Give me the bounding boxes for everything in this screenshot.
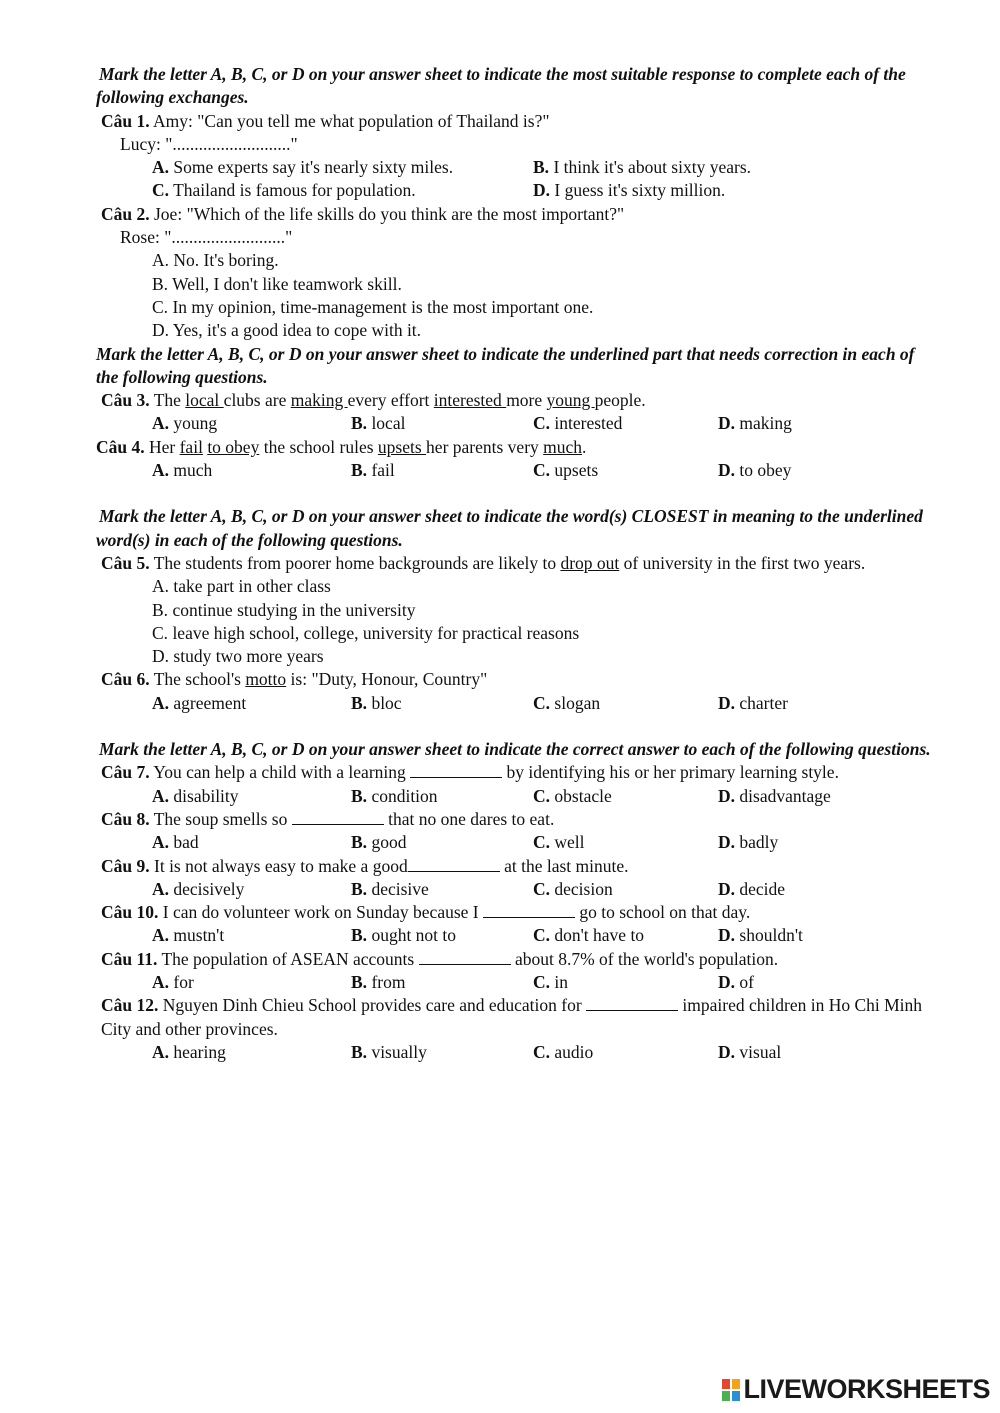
option-b[interactable]: B. good [351, 832, 407, 853]
underlined-part: fail [179, 436, 203, 457]
question-7-options [152, 785, 936, 808]
option-b[interactable]: B. decisive [351, 878, 429, 899]
option-a[interactable]: A. bad [152, 832, 199, 853]
option-c[interactable]: C. upsets [533, 460, 599, 481]
option-c[interactable]: C. well [533, 832, 585, 853]
question-12-options [152, 1041, 936, 1064]
question-8-options [152, 831, 936, 854]
option-d[interactable]: D. shouldn't [718, 925, 803, 946]
question-4: Câu 4. Her fail to obey the school rules upsets her parents very much. [96, 436, 587, 457]
option-d[interactable]: D. Yes, it's a good idea to cope with it. [152, 320, 422, 341]
option-b[interactable]: B. ought not to [351, 925, 457, 946]
option-d[interactable]: D. charter [718, 692, 788, 713]
question-number: Câu 3. [101, 390, 150, 411]
option-c[interactable]: C. Thailand is famous for population. [152, 180, 416, 201]
question-number: Câu 2. [101, 203, 150, 224]
option-a[interactable]: A. agreement [152, 692, 247, 713]
underlined-part: to obey [207, 436, 260, 457]
option-a[interactable]: A. decisively [152, 878, 245, 899]
option-a[interactable]: A. take part in other class [152, 576, 331, 597]
question-1 [96, 110, 936, 133]
section-instruction-2: Mark the letter A, B, C, or D on your answer sheet to indicate the underlined part that needs correction in each of the following questions. [96, 343, 915, 387]
question-stem: Amy: "Can you tell me what population of Thailand is?" [153, 110, 550, 131]
liveworksheets-logo-text: LIVEWORKSHEETS [743, 1374, 990, 1405]
question-8: Câu 8. The soup smells so that no one dares to eat. [101, 808, 555, 829]
option-d[interactable]: D. decide [718, 878, 786, 899]
option-d[interactable]: D. study two more years [152, 646, 324, 667]
option-d[interactable]: D. to obey [718, 460, 792, 481]
underlined-part: young [546, 390, 595, 411]
option-d[interactable]: D. visual [718, 1041, 782, 1062]
option-d[interactable]: D. disadvantage [718, 785, 831, 806]
option-c[interactable]: C. don't have to [533, 925, 645, 946]
question-number: Câu 8. [101, 808, 150, 829]
option-c[interactable]: C. leave high school, college, university for practical reasons [152, 622, 580, 643]
option-d[interactable]: D. making [718, 413, 792, 434]
question-7: Câu 7. You can help a child with a learning by identifying his or her primary learning style. [101, 762, 839, 783]
option-b[interactable]: B. local [351, 413, 406, 434]
question-11: Câu 11. The population of ASEAN accounts about 8.7% of the world's population. [101, 948, 779, 969]
option-a[interactable]: A. for [152, 971, 194, 992]
option-c[interactable]: C. in [533, 971, 569, 992]
option-c[interactable]: C. interested [533, 413, 623, 434]
option-d[interactable]: D. of [718, 971, 754, 992]
option-a[interactable]: A. much [152, 460, 213, 481]
question-number: Câu 6. [101, 669, 150, 690]
underlined-part: upsets [377, 436, 427, 457]
option-c[interactable]: C. In my opinion, time-management is the most important one. [152, 296, 594, 317]
answer-blank[interactable] [419, 950, 511, 965]
section-instruction-3: Mark the letter A, B, C, or D on your answer sheet to indicate the word(s) CLOSEST in meaning to the underlined word(s) in each of the following questions. [96, 506, 923, 550]
question-2 [96, 203, 936, 226]
liveworksheets-logo-icon [722, 1379, 740, 1401]
section-instruction-4: Mark the letter A, B, C, or D on your answer sheet to indicate the correct answer to each of the following questions. [99, 739, 931, 760]
underlined-part: motto [245, 669, 287, 690]
underlined-part: drop out [560, 552, 620, 573]
answer-blank[interactable] [586, 996, 678, 1011]
option-c[interactable]: C. decision [533, 878, 613, 899]
question-6-options [152, 692, 936, 715]
worksheet [96, 63, 936, 1064]
option-a[interactable]: A. No. It's boring. [152, 250, 279, 271]
underlined-part: making [290, 390, 348, 411]
option-b[interactable]: B. from [351, 971, 406, 992]
answer-blank[interactable] [410, 763, 502, 778]
underlined-part: much [543, 436, 583, 457]
answer-blank[interactable] [408, 857, 500, 872]
option-b[interactable]: B. condition [351, 785, 438, 806]
question-number: Câu 12. [101, 995, 159, 1016]
question-number: Câu 1. [101, 110, 150, 131]
question-9-options [152, 878, 936, 901]
option-b[interactable]: B. visually [351, 1041, 427, 1062]
question-10-options [152, 924, 936, 947]
question-3-options [152, 412, 936, 435]
option-b[interactable]: B. Well, I don't like teamwork skill. [152, 273, 402, 294]
question-stem: Joe: "Which of the life skills do you think are the most important?" [154, 203, 625, 224]
question-4-options [152, 459, 936, 482]
option-d[interactable]: D. I guess it's sixty million. [533, 180, 726, 201]
question-1-reply: Lucy: "..........................." [120, 133, 298, 154]
question-number: Câu 7. [101, 762, 150, 783]
question-1-options-row-1 [152, 156, 936, 179]
option-b[interactable]: B. bloc [351, 692, 402, 713]
question-3: Câu 3. The local clubs are making every effort interested more young people. [101, 390, 646, 411]
section-instruction-1: Mark the letter A, B, C, or D on your answer sheet to indicate the most suitable response to complete each of the following exchanges. [96, 64, 906, 108]
underlined-part: local [185, 390, 224, 411]
question-9: Câu 9. It is not always easy to make a good at the last minute. [101, 855, 629, 876]
option-a[interactable]: A. young [152, 413, 218, 434]
option-b[interactable]: B. fail [351, 460, 395, 481]
option-c[interactable]: C. obstacle [533, 785, 612, 806]
question-11-options [152, 971, 936, 994]
option-d[interactable]: D. badly [718, 832, 779, 853]
option-b[interactable]: B. continue studying in the university [152, 599, 416, 620]
question-number: Câu 5. [101, 552, 150, 573]
underlined-part: interested [433, 390, 507, 411]
question-5: Câu 5. The students from poorer home backgrounds are likely to drop out of university in the first two years. [101, 552, 866, 573]
question-number: Câu 11. [101, 948, 158, 969]
question-12: Câu 12. Nguyen Dinh Chieu School provides care and education for impaired children in Ho Chi Minh City and other provinces. [101, 995, 923, 1039]
question-2-reply: Rose: ".........................." [120, 227, 293, 248]
option-a[interactable]: A. Some experts say it's nearly sixty miles. [152, 157, 454, 178]
question-number: Câu 10. [101, 902, 159, 923]
option-c[interactable]: C. audio [533, 1041, 594, 1062]
question-number: Câu 4. [96, 436, 145, 457]
question-number: Câu 9. [101, 855, 150, 876]
answer-blank[interactable] [483, 903, 575, 918]
question-1-options-row-2 [152, 179, 936, 202]
option-b[interactable]: B. I think it's about sixty years. [533, 157, 752, 178]
option-a[interactable]: A. hearing [152, 1041, 226, 1062]
option-c[interactable]: C. slogan [533, 692, 601, 713]
question-6: Câu 6. The school's motto is: "Duty, Honour, Country" [101, 669, 488, 690]
answer-blank[interactable] [292, 810, 384, 825]
liveworksheets-logo[interactable] [722, 1375, 990, 1405]
option-a[interactable]: A. mustn't [152, 925, 225, 946]
option-a[interactable]: A. disability [152, 785, 239, 806]
question-10: Câu 10. I can do volunteer work on Sunday because I go to school on that day. [101, 902, 751, 923]
